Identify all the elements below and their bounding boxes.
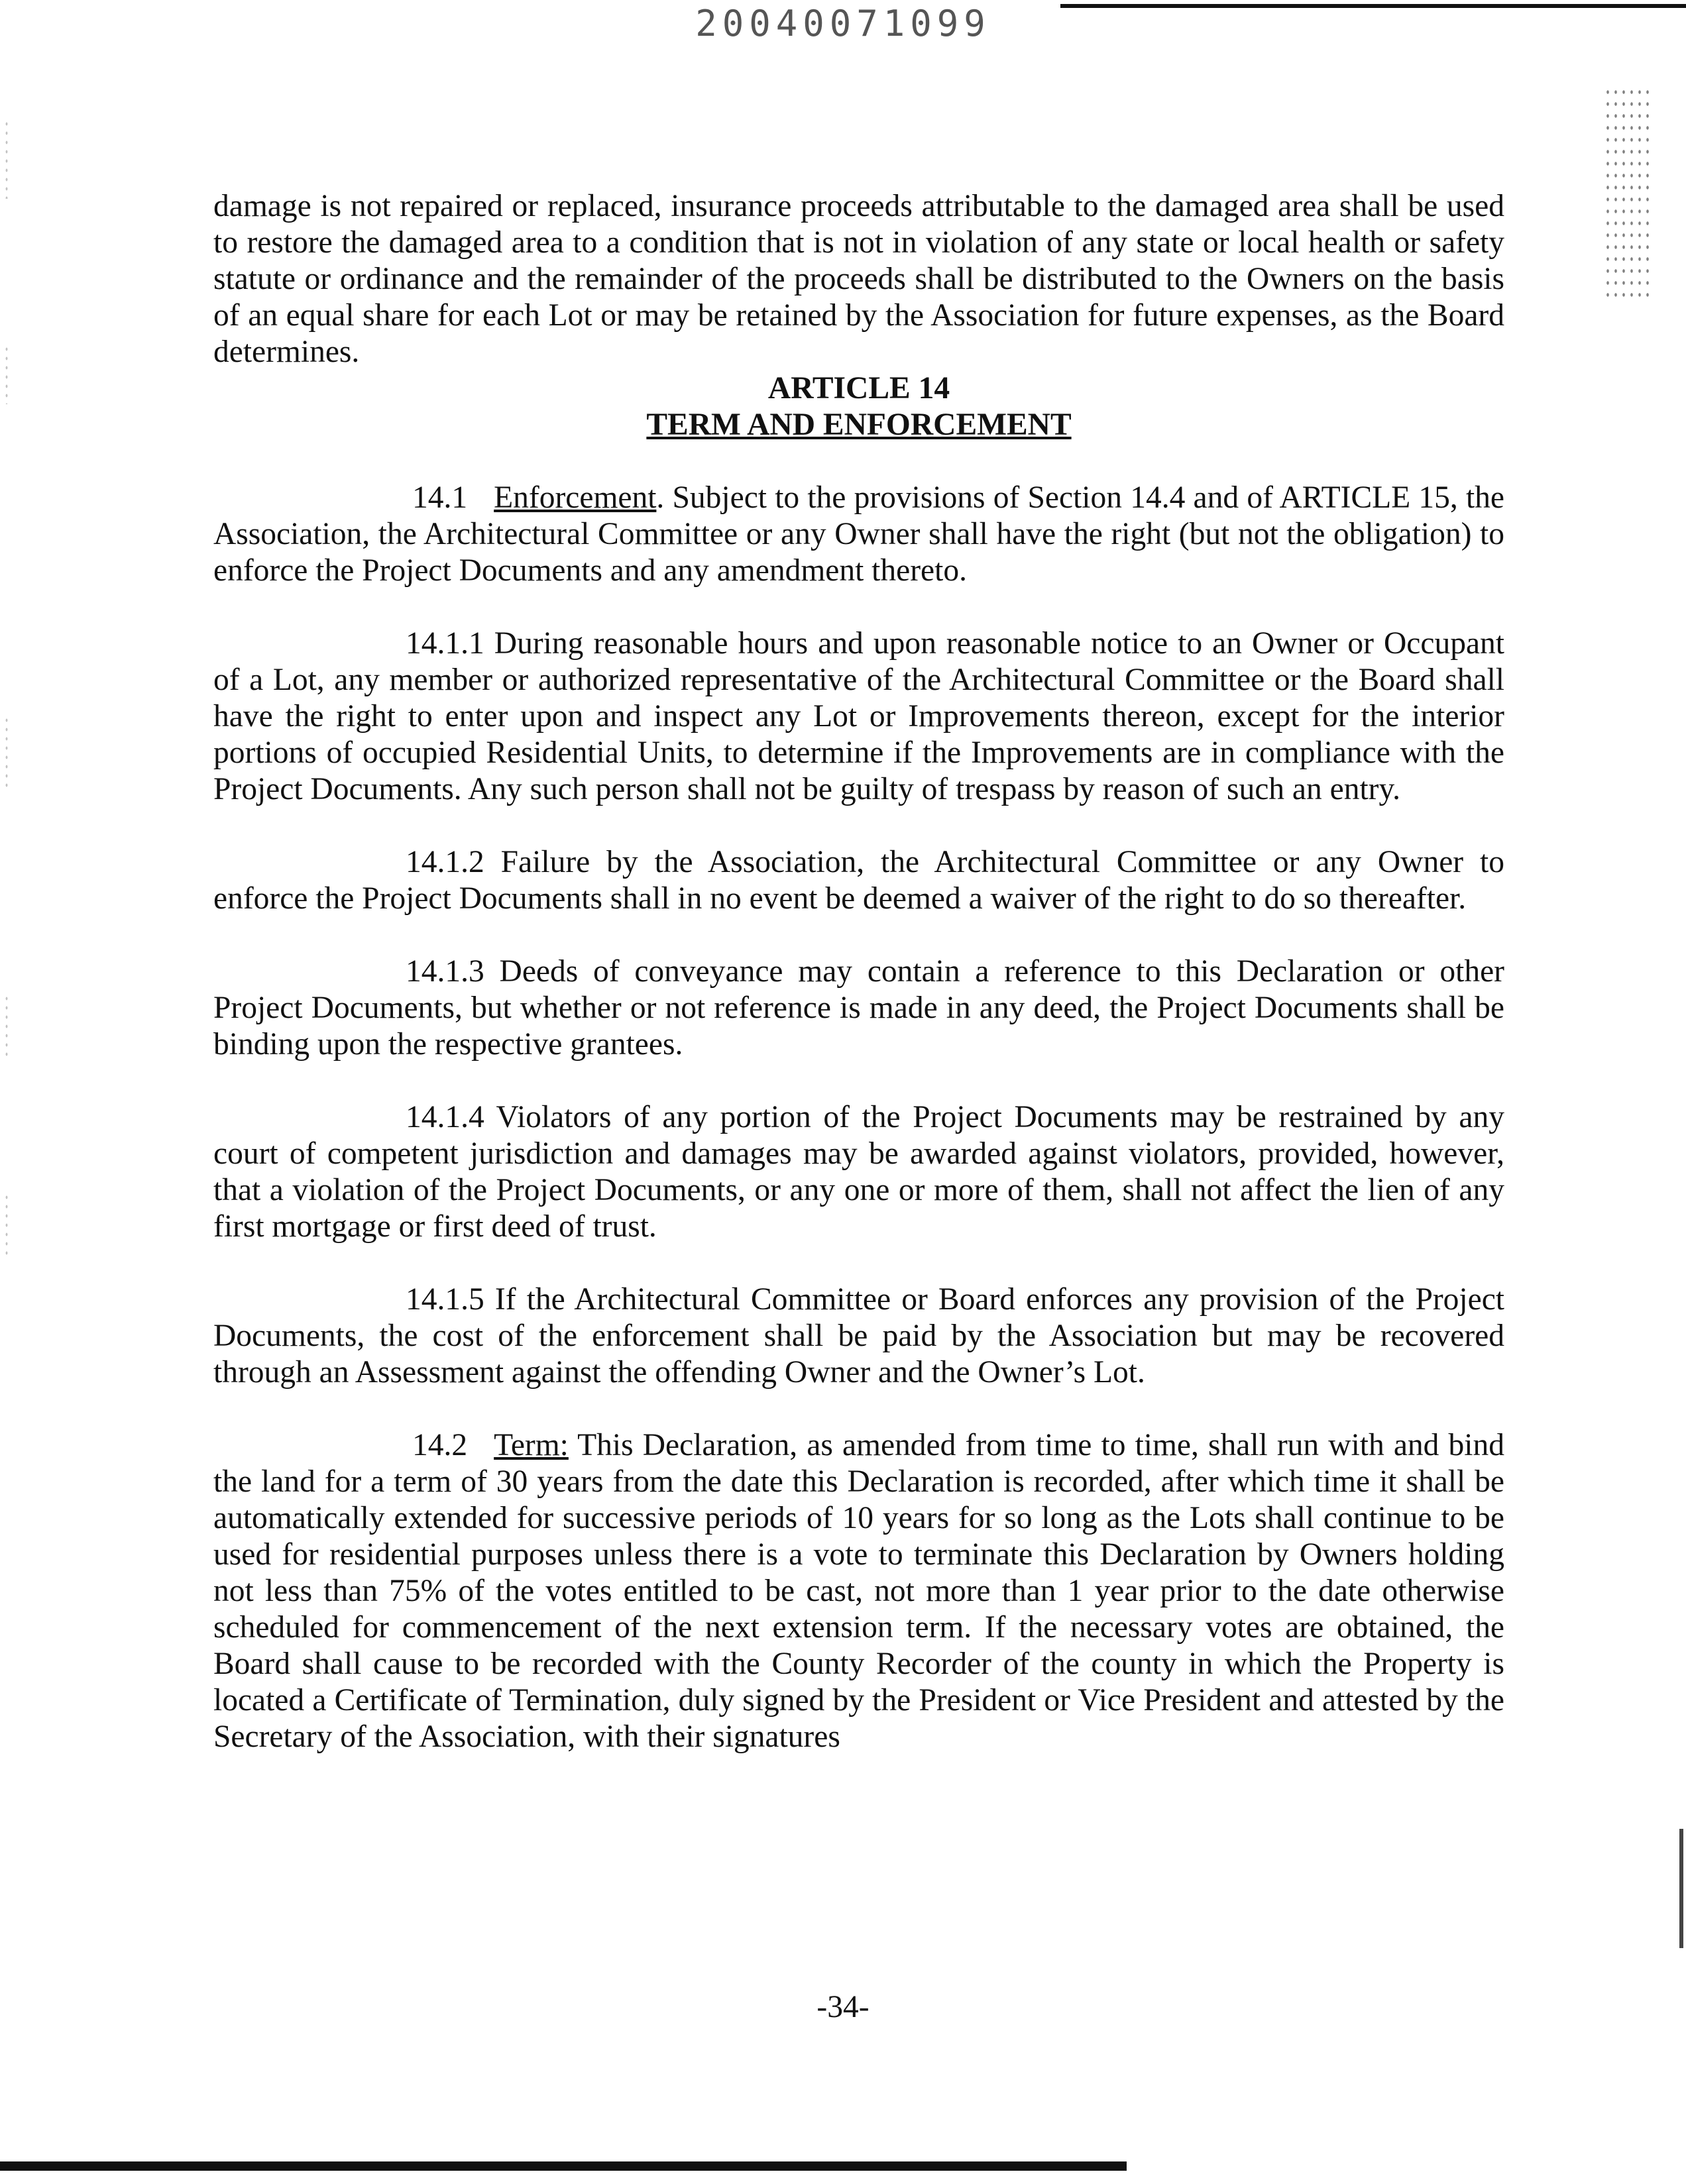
scan-edge-dots bbox=[1604, 86, 1650, 298]
page-number: -34- bbox=[816, 1990, 870, 2024]
bottom-edge-rule bbox=[0, 2161, 1127, 2171]
article-number: ARTICLE 14 bbox=[767, 371, 950, 406]
document-body bbox=[213, 188, 1504, 1755]
scan-speckle-left-1 bbox=[4, 119, 11, 199]
section-14-1 bbox=[213, 480, 1504, 589]
section-14-1-1: 14.1.1 During reasonable hours and upon reasonable notice to an Owner or Occupant of a Lot, any member or authorized representative of the Architectural Committee or the Board shall have the right to enter upon and inspect any Lot or Improvements thereon, except for the interior portions of occupied Residential Units, to determine if the Improvements are in compliance with the Project Documents. Any such person shall not be guilty of trespass by reason of such an entry. bbox=[213, 626, 1504, 806]
section-14-2-title: Term: bbox=[494, 1428, 569, 1462]
section-14-1-3: 14.1.3 Deeds of conveyance may contain a reference to this Declaration or other Project Documents, but whether or not reference is made in any deed, the Project Documents shall be binding upon the respective grantees. bbox=[213, 954, 1504, 1062]
section-14-1-title: Enforcement bbox=[494, 480, 657, 515]
section-14-2 bbox=[213, 1427, 1504, 1755]
document-number: 20040071099 bbox=[695, 3, 991, 44]
section-14-1-5: 14.1.5 If the Architectural Committee or Board enforces any provision of the Project Documents, the cost of the enforcement shall be paid by the Association but may be recovered through an Assessment against the offending Owner and the Owner’s Lot. bbox=[213, 1282, 1504, 1390]
section-14-2-number: 14.2 bbox=[412, 1428, 468, 1462]
scan-speckle-left-3 bbox=[4, 716, 11, 789]
scan-speckle-left-4 bbox=[4, 994, 11, 1060]
scan-edge-mark bbox=[1679, 1829, 1683, 1948]
article-title bbox=[213, 407, 1504, 443]
section-14-1-2: 14.1.2 Failure by the Association, the Architectural Committee or any Owner to enforce the Project Documents shall in no event be deemed a waiver of the right to do so thereafter. bbox=[213, 845, 1504, 916]
section-14-1-text: . Subject to the provisions of Section 14.4 and of ARTICLE 15, the Association, the Architectural Committee or any Owner shall have the right (but not the obligation) to enforce the Project Documents and any amendment thereto. bbox=[213, 480, 1504, 588]
article-title-text: TERM AND ENFORCEMENT bbox=[646, 408, 1072, 442]
scan-speckle-left-2 bbox=[4, 345, 11, 404]
scan-speckle-left-5 bbox=[4, 1193, 11, 1259]
intro-paragraph: damage is not repaired or replaced, insurance proceeds attributable to the damaged area shall be used to restore the damaged area to a condition that is not in violation of any state or local health or safety statute or ordinance and the remainder of the proceeds shall be distributed to the Owners on the basis of an equal share for each Lot or may be retained by the Association for future expenses, as the Board determines. bbox=[213, 189, 1504, 369]
section-14-1-4: 14.1.4 Violators of any portion of the Project Documents may be restrained by any court of competent jurisdiction and damages may be awarded against violators, provided, however, that a violation of the Project Documents, or any one or more of them, shall not affect the lien of any first mortgage or first deed of trust. bbox=[213, 1100, 1504, 1244]
section-14-2-text: This Declaration, as amended from time to time, shall run with and bind the land for a term of 30 years from the date this Declaration is recorded, after which time it shall be automatically extended for successive periods of 10 years for so long as the Lots shall continue to be used for residential purposes unless there is a vote to terminate this Declaration by Owners holding not less than 75% of the votes entitled to be cast, not more than 1 year prior to the date otherwise scheduled for commencement of the next extension term. If the necessary votes are obtained, the Board shall cause to be recorded with the County Recorder of the county in which the Property is located a Certificate of Termination, duly signed by the President or Vice President and attested by the Secretary of the Association, with their signatures bbox=[213, 1428, 1504, 1754]
section-14-1-number: 14.1 bbox=[412, 480, 468, 515]
